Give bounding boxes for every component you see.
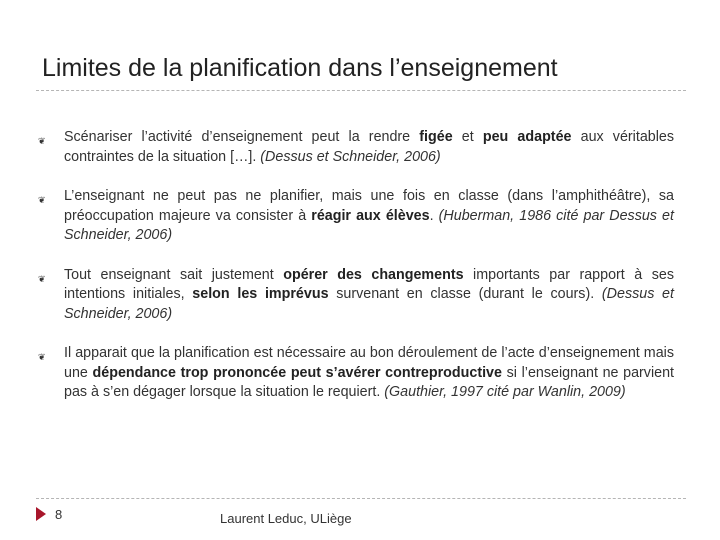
bullet-text-segment: figée <box>419 129 453 145</box>
bullet-text-segment: . <box>429 207 439 224</box>
fleuron-icon: ❦ <box>38 136 46 146</box>
bullet-text-segment: peu adaptée <box>482 129 572 145</box>
bullet-text-segment: selon les imprévus <box>192 286 329 302</box>
fleuron-icon: ❦ <box>38 352 46 362</box>
bullet-item <box>38 187 674 246</box>
bullet-text-segment: Scénariser l’activité d’enseignement peut la rendre <box>64 129 420 145</box>
bullet-text-segment: (Huberman, 1986 cité par Dessus et Schneider, 2006) <box>64 207 674 243</box>
bullet-text-segment: Tout enseignant sait justement <box>64 266 284 283</box>
bullet-text-segment: et <box>452 129 483 145</box>
bullet-item <box>38 266 674 325</box>
bullet-text-segment: Il apparait que la planification est nécessaire au bon déroulement de l’acte d’enseignement mais une <box>64 345 674 381</box>
bullet-item <box>38 128 674 167</box>
fleuron-icon: ❦ <box>38 273 46 284</box>
bullet-item <box>38 344 674 403</box>
bullet-text-segment: aux véritables contraintes de la situation […]. <box>64 129 674 165</box>
bullet-text-segment: (Gauthier, 1997 cité par Wanlin, 2009) <box>384 384 626 400</box>
title-divider <box>36 90 686 91</box>
bullet-text-segment: importants par rapport à ses intentions initiales, <box>64 266 674 302</box>
footer-divider <box>36 498 686 499</box>
fleuron-icon: ❦ <box>38 195 46 205</box>
bullet-list <box>38 128 674 403</box>
slide-marker-icon <box>36 507 46 521</box>
bullet-text-segment: L’enseignant ne peut pas ne planifier, mais une fois en classe (dans l’amphithéâtre), sa préoccupation majeure va consister à <box>64 188 674 224</box>
bullet-text-segment: opérer des changements <box>283 266 464 283</box>
bullet-text-segment: (Dessus et Schneider, 2006) <box>64 286 674 322</box>
slide-title: Limites de la planification dans l’enseignement <box>42 54 558 82</box>
footer-author: Laurent Leduc, ULiège <box>220 511 352 526</box>
page-number: 8 <box>55 507 63 522</box>
bullet-text-segment: si l’enseignant ne parvient pas à s’en dégager lorsque la situation le requiert. <box>64 364 675 400</box>
bullet-text-segment: réagir aux élèves <box>311 207 430 224</box>
bullet-text-segment: (Dessus et Schneider, 2006) <box>260 148 441 165</box>
bullet-text-segment: survenant en classe (durant le cours). <box>328 286 602 302</box>
bullet-text-segment: dépendance trop prononcée peut s’avérer contreproductive <box>92 364 502 381</box>
